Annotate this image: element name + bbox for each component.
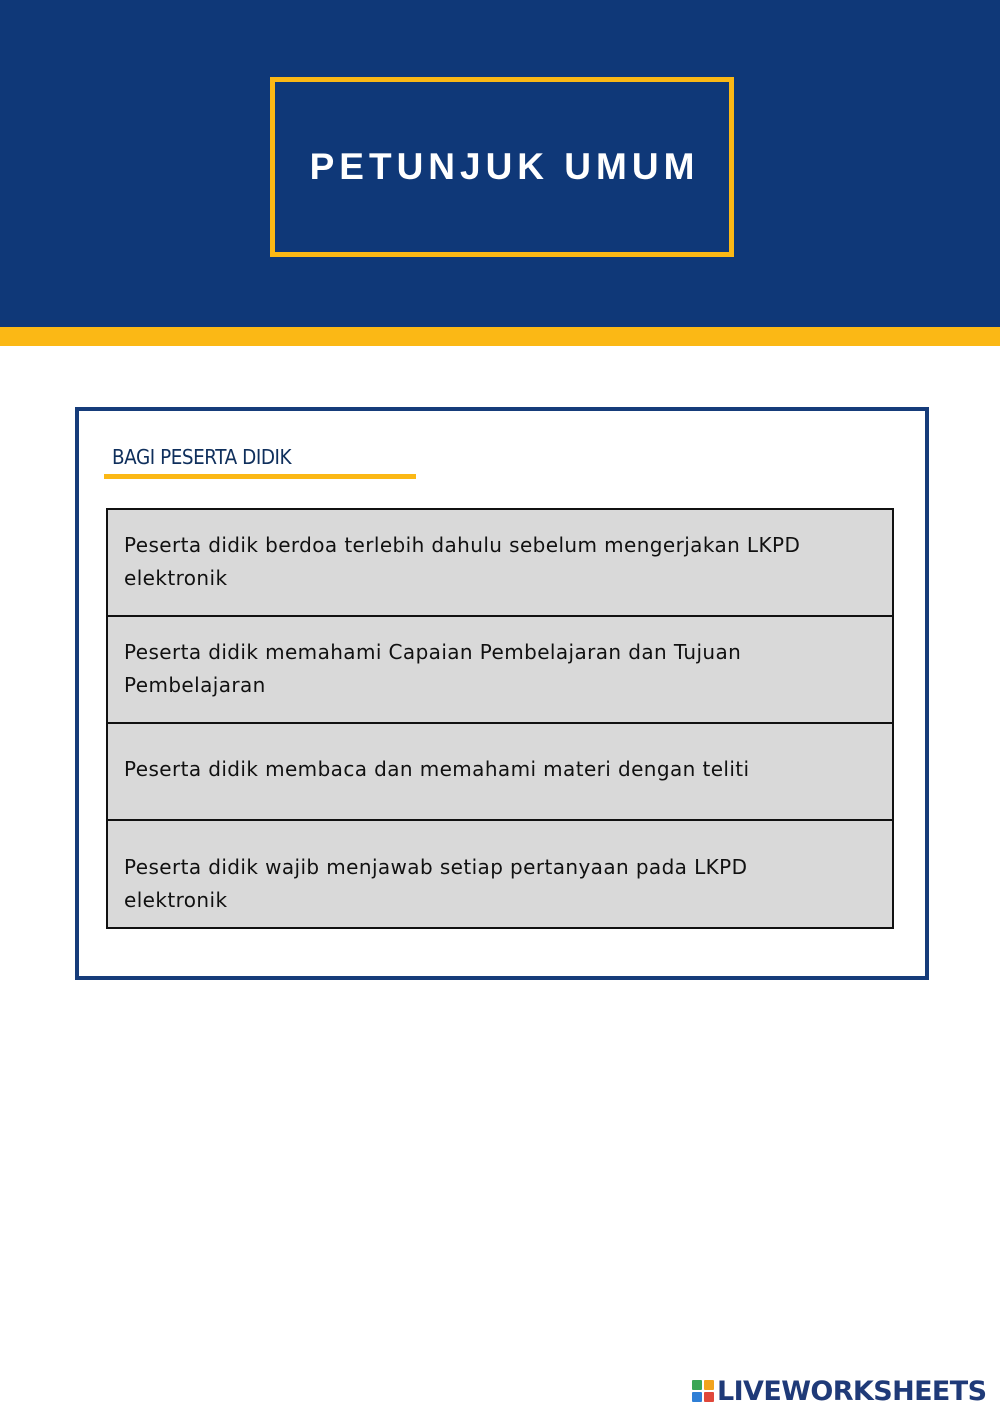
page-title: PETUNJUK UMUM xyxy=(309,146,700,187)
title-frame xyxy=(270,77,734,257)
logo-wordmark: LIVEWORKSHEETS xyxy=(717,1375,987,1407)
header-accent-stripe xyxy=(0,327,1000,346)
section-heading-underline xyxy=(104,474,416,479)
instruction-item: Peserta didik membaca dan memahami materi dengan teliti xyxy=(108,724,892,821)
section-heading: BAGI PESERTA DIDIK xyxy=(112,445,292,469)
instruction-item: Peserta didik wajib menjawab setiap pertanyaan pada LKPD elektronik xyxy=(108,821,892,927)
liveworksheets-grid-icon xyxy=(692,1380,714,1402)
instruction-item: Peserta didik memahami Capaian Pembelajaran dan Tujuan Pembelajaran xyxy=(108,617,892,724)
instruction-item: Peserta didik berdoa terlebih dahulu sebelum mengerjakan LKPD elektronik xyxy=(108,510,892,617)
liveworksheets-logo[interactable] xyxy=(692,1374,986,1408)
instruction-list xyxy=(106,508,894,929)
